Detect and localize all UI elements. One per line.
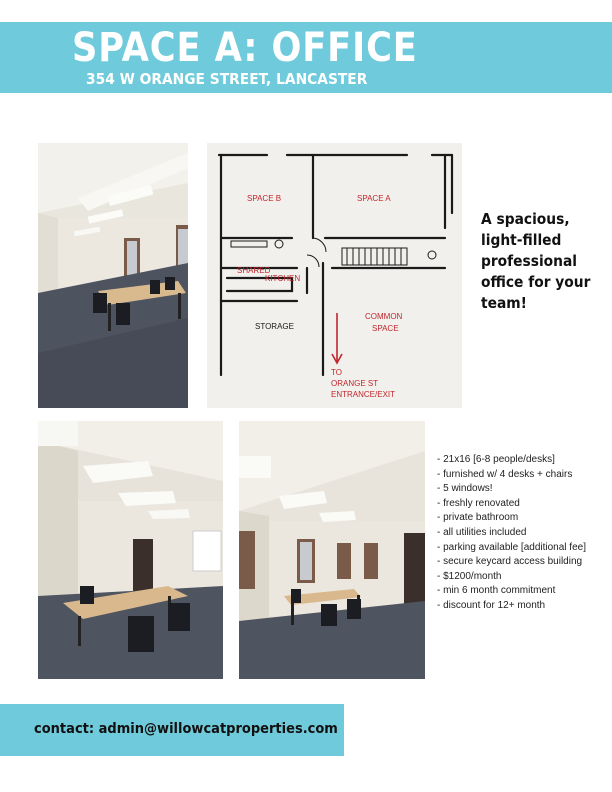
floorplan-label-orange-st: ORANGE ST [331, 379, 379, 388]
floorplan-label-common: COMMON [365, 312, 403, 321]
feature-item: - all utilities included [437, 526, 586, 541]
tagline: A spacious, light-filled professional office for your team! [481, 210, 591, 312]
feature-list [437, 453, 586, 614]
office-photo-1 [38, 143, 188, 408]
floorplan-label-space-b: SPACE B [247, 194, 282, 203]
feature-item: - min 6 month commitment [437, 584, 586, 599]
floorplan-label-kitchen: KITCHEN [265, 274, 301, 283]
floorplan-label-storage: STORAGE [255, 322, 294, 331]
feature-item: - parking available [additional fee] [437, 541, 586, 556]
feature-item: - 5 windows! [437, 482, 586, 497]
office-photo-2 [38, 421, 223, 679]
address: 354 W ORANGE STREET, LANCASTER [86, 70, 368, 88]
feature-item: - 21x16 [6-8 people/desks] [437, 453, 586, 468]
feature-item: - secure keycard access building [437, 555, 586, 570]
feature-item: - furnished w/ 4 desks + chairs [437, 468, 586, 483]
floorplan-label-shared: SHARED [237, 266, 271, 275]
floorplan-label-space: SPACE [372, 324, 399, 333]
page-title: SPACE A: OFFICE [72, 25, 418, 71]
floorplan-label-to: TO [331, 368, 342, 377]
feature-item: - discount for 12+ month [437, 599, 586, 614]
floorplan-label-space-a: SPACE A [357, 194, 391, 203]
floorplan-label-entrance: ENTRANCE/EXIT [331, 390, 396, 399]
feature-item: - freshly renovated [437, 497, 586, 512]
feature-item: - private bathroom [437, 511, 586, 526]
contact-email[interactable]: contact: admin@willowcatproperties.com [34, 721, 338, 737]
feature-item: - $1200/month [437, 570, 586, 585]
office-photo-3 [239, 421, 425, 679]
floor-plan-sketch [207, 143, 462, 408]
